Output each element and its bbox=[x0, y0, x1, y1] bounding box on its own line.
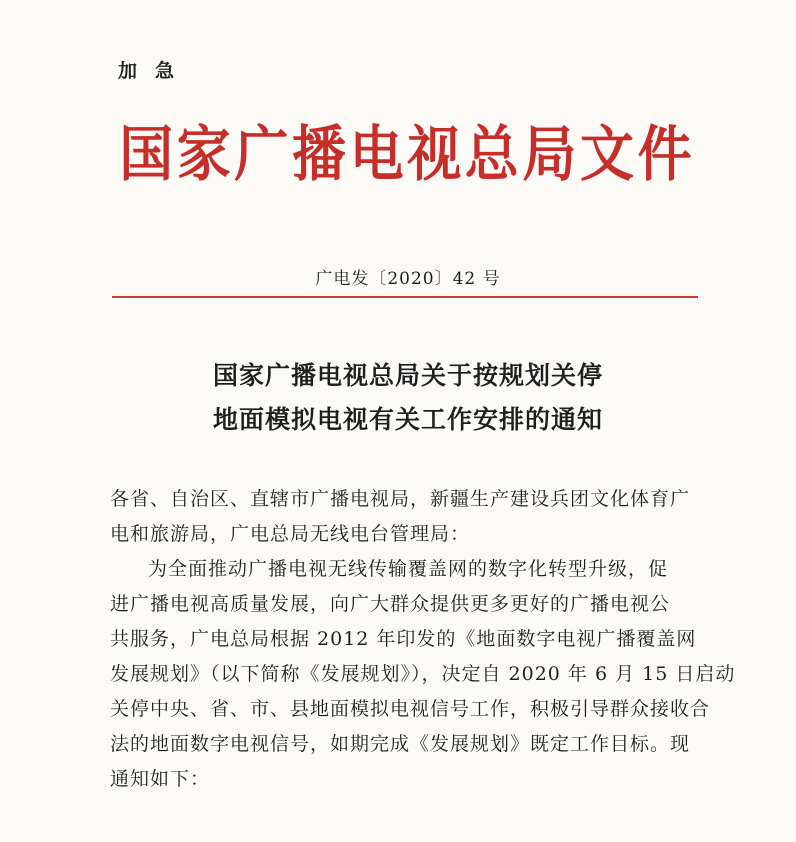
red-divider-line bbox=[112, 296, 698, 298]
addressee-line-1: 各省、自治区、直辖市广播电视局，新疆生产建设兵团文化体育广 bbox=[110, 488, 691, 510]
notice-title bbox=[0, 354, 796, 442]
notice-body bbox=[110, 482, 736, 797]
notice-title-line-2: 地面模拟电视有关工作安排的通知 bbox=[212, 405, 603, 434]
paragraph-line-7: 通知如下： bbox=[110, 768, 211, 790]
notice-title-line-1: 国家广播电视总局关于按规划关停 bbox=[212, 361, 603, 390]
paragraph-line-1: 为全面推动广播电视无线传输覆盖网的数字化转型升级，促 bbox=[148, 558, 669, 580]
addressee-line-2: 电和旅游局，广电总局无线电台管理局： bbox=[110, 523, 471, 545]
document-number: 广电发〔2020〕42 号 bbox=[315, 269, 501, 289]
urgency-label: 加急 bbox=[118, 60, 193, 82]
paragraph-line-4: 发展规划》（以下简称《发展规划》），决定自 2020 年 6 月 15 日启动 bbox=[110, 663, 736, 685]
paragraph-line-2: 进广播电视高质量发展，向广大群众提供更多更好的广播电视公 bbox=[110, 593, 671, 615]
paragraph-line-6: 法的地面数字电视信号，如期完成《发展规划》既定工作目标。现 bbox=[110, 733, 691, 755]
paragraph-line-5: 关停中央、省、市、县地面模拟电视信号工作，积极引导群众接收合 bbox=[110, 698, 711, 720]
issuer-title: 国家广播电视总局文件 bbox=[119, 120, 696, 190]
paragraph-line-3: 共服务，广电总局根据 2012 年印发的《地面数字电视广播覆盖网 bbox=[110, 628, 697, 650]
